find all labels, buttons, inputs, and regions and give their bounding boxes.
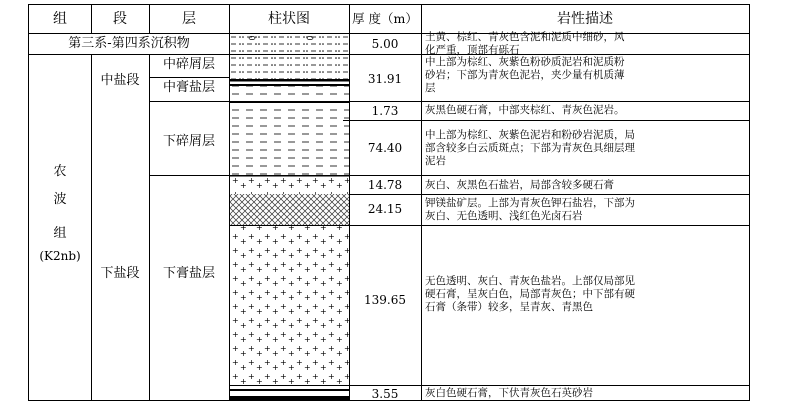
col-divider [149,54,150,400]
lithology-column [230,34,349,400]
stratigraphic-table [28,4,750,401]
formation-char: 组 [53,226,67,241]
thickness-value: 31.91 [367,72,403,86]
segment-mid-salt: 中盐段 [100,73,140,88]
lithology-description: 钾镁盐矿层。上部为青灰色钾石盐岩，下部为灰白、无色透明、浅红色光卤石岩 [425,197,635,222]
thickness-value: 1.73 [371,104,399,118]
segment-lower-salt: 下盐段 [100,266,140,281]
row-divider [149,77,229,78]
thickness-value: 74.40 [367,141,403,155]
lithology-description: 中上部为棕红、灰紫色泥岩和粉砂岩泥质，局部含较多白云质斑点；下部为青灰色具细层理泥岩 [425,129,635,167]
thickness-value: 5.00 [371,37,399,51]
lithology-description: 灰黑色硬石膏，中部夹棕红、青灰色泥岩。 [425,104,625,116]
header-column: 柱状图 [268,11,310,27]
column-halite-thick [230,225,349,385]
lithology-description: 灰白色硬石膏，下伏青灰色石英砂岩 [425,387,593,399]
column-mid-gypsum [230,86,349,101]
lithology-description: 灰白、灰黑色石盐岩，局部含较多硬石膏 [425,179,614,191]
lithology-description: 土黄、棕红、青灰色含泥和泥质中细砂，风化严重，顶部有砾石 [425,31,625,56]
column-potash [230,194,349,225]
quaternary-label: 第三系-第四系沉积物 [68,36,190,51]
header-duan: 段 [113,11,127,27]
thickness-value: 3.55 [371,387,399,401]
formation-code: (K2nb) [39,249,81,263]
lithology-description: 中上部为棕红、灰紫色粉砂质泥岩和泥质粉砂岩；下部为青灰色泥岩，夹少量有机质薄层 [425,56,625,94]
header-divider [29,33,749,34]
column-lower-clastic [230,103,349,175]
lithology-column-svg [230,34,349,400]
header-lithology: 岩性描述 [557,11,613,27]
thickness-value: 14.78 [367,178,403,192]
row-divider [29,54,749,55]
header-ceng: 层 [182,11,196,27]
column-quaternary [230,34,349,54]
thickness-value: 139.65 [364,293,406,307]
col-divider [421,5,422,400]
layer-lower-gypsum-salt: 下膏盐层 [162,266,215,281]
header-thickness: 厚 度（m） [352,11,418,26]
row-divider [343,120,749,121]
layer-mid-clastic: 中碎屑层 [162,57,215,72]
formation-char: 农 [53,164,67,179]
column-halite [230,176,349,194]
lithology-description: 无色透明、灰白、青灰色盐岩。上部仅局部见硬石膏，呈灰白色，局部青灰色；中下部有硬石膏（条带）较多，呈青灰、青黑色 [425,275,635,313]
layer-mid-gypsum-salt: 中膏盐层 [162,80,215,95]
thickness-value: 24.15 [367,202,403,216]
header-zu: 组 [53,11,67,27]
col-divider [91,54,92,400]
layer-lower-clastic: 下碎屑层 [162,134,215,149]
formation-char: 波 [53,192,67,207]
